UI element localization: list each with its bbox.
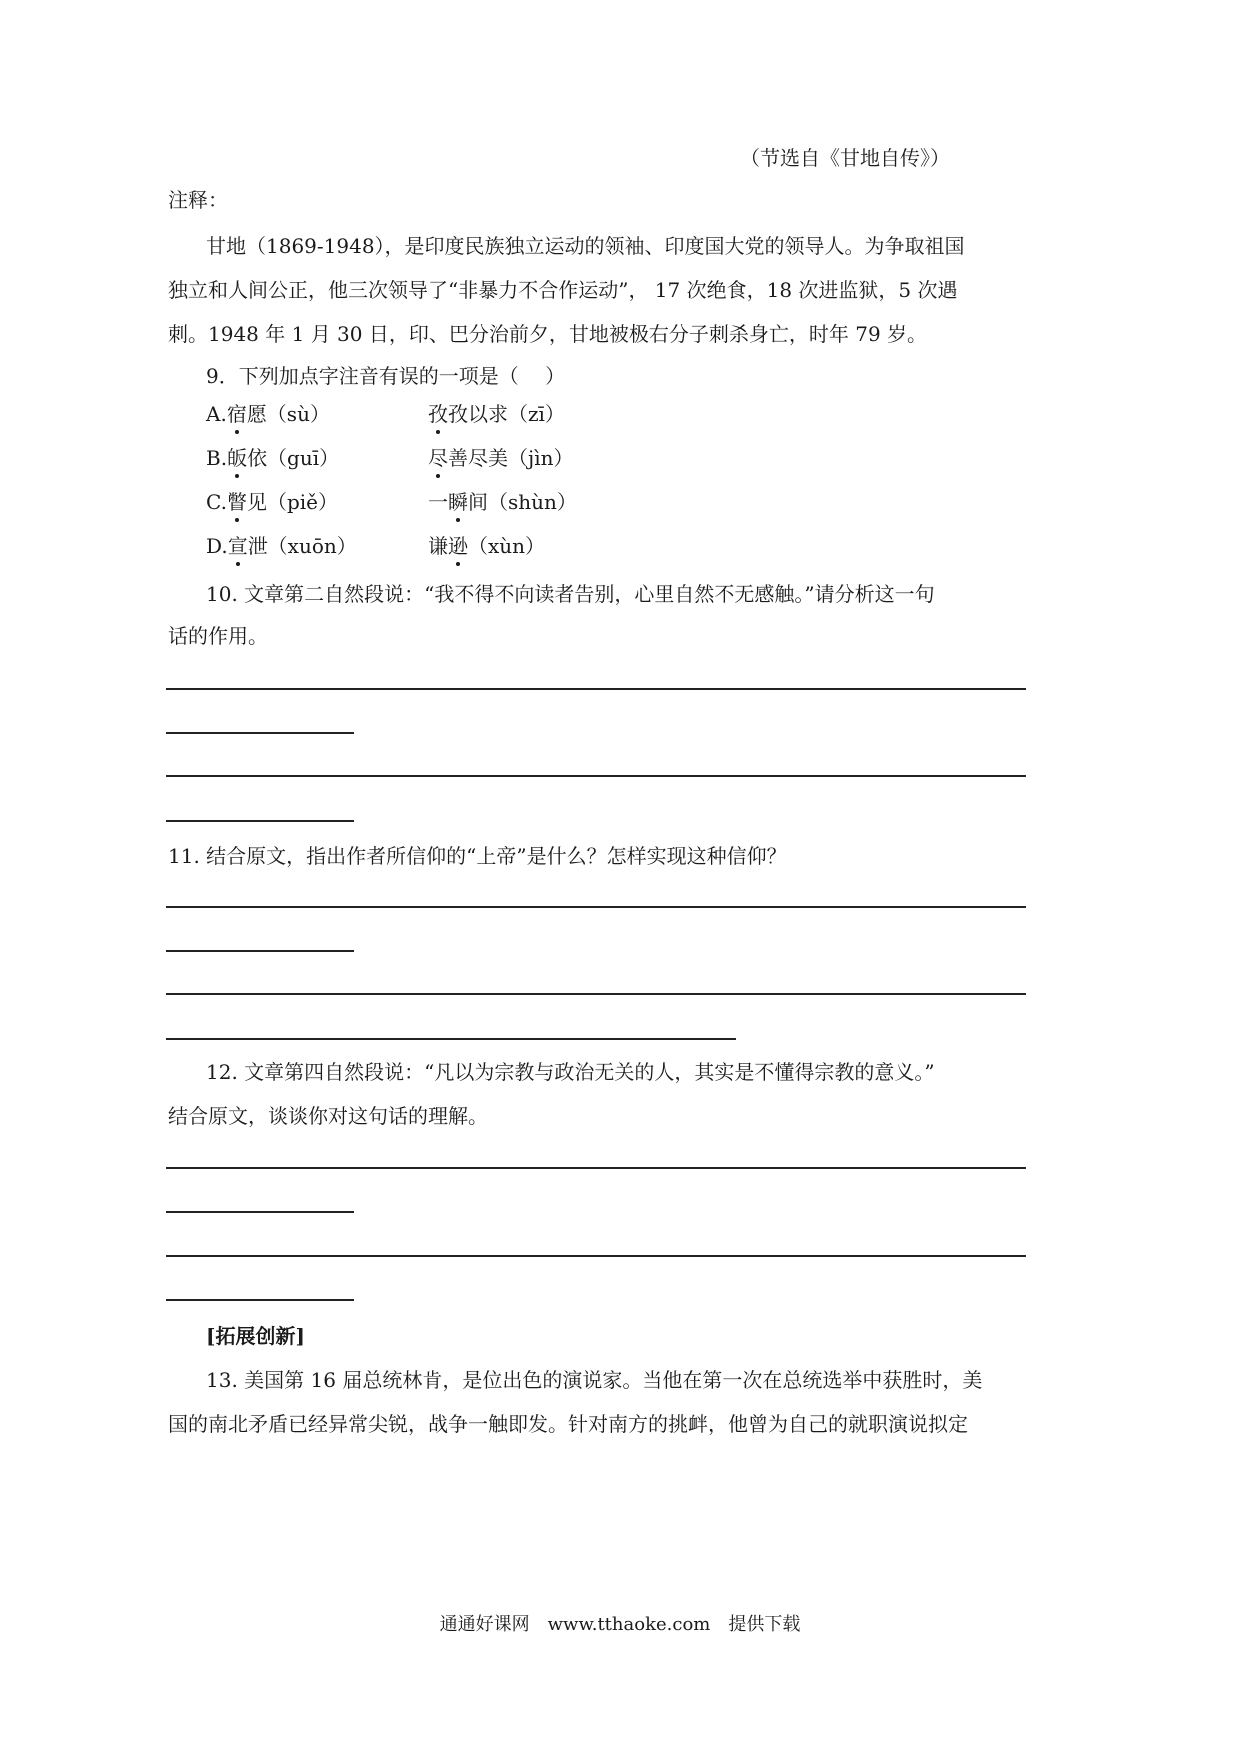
footer-credit: 通通好课网 www.tthaoke.com 提供下载 (439, 1614, 801, 1635)
dotted-char: 皈 (227, 446, 248, 470)
option-text: 间（shùn） (468, 490, 577, 514)
question-9-option-b (206, 444, 574, 472)
question-10-line-1: 10. 文章第二自然段说：“我不得不向读者告别，心里自然不无感触。”请分析这一句 (206, 582, 935, 606)
option-text: 一 (428, 490, 448, 514)
source-citation: （节选自《甘地自传》） (740, 146, 950, 170)
answer-line[interactable] (166, 950, 354, 952)
option-text: 善尽美（jìn） (448, 446, 574, 470)
answer-line[interactable] (166, 820, 354, 822)
answer-line[interactable] (166, 732, 354, 734)
notes-heading: 注释： (168, 188, 228, 212)
option-text: 见（piě） (246, 490, 338, 514)
question-9-option-c (206, 488, 577, 516)
question-12-line-1: 12. 文章第四自然段说：“凡以为宗教与政治无关的人，其实是不懂得宗教的意义。” (206, 1060, 935, 1084)
notes-line-2: 独立和人间公正，他三次领导了“非暴力不合作运动”， 17 次绝食，18 次进监狱，5 次遇 (168, 278, 958, 302)
option-label: B. (206, 446, 228, 470)
answer-line[interactable] (166, 906, 1026, 908)
answer-line[interactable] (166, 775, 1026, 777)
question-9-option-d (206, 532, 546, 560)
notes-line-1: 甘地（1869-1948），是印度民族独立运动的领袖、印度国大党的领导人。为争取祖国 (206, 234, 965, 258)
option-text: 孜以求（zī） (448, 402, 565, 426)
question-9-stem: 9．下列加点字注音有误的一项是（ ） (206, 364, 566, 388)
answer-line[interactable] (166, 1167, 1026, 1169)
dotted-char: 尽 (428, 446, 448, 470)
option-text: 泄（xuōn） (247, 534, 357, 558)
dotted-char: 瞬 (448, 490, 468, 514)
answer-line[interactable] (166, 1255, 1026, 1257)
question-11-line-1: 11. 结合原文，指出作者所信仰的“上帝”是什么？怎样实现这种信仰？ (168, 844, 787, 868)
section-heading: [拓展创新] (206, 1324, 305, 1348)
option-text: （xùn） (468, 534, 546, 558)
question-13-line-2: 国的南北矛盾已经异常尖锐，战争一触即发。针对南方的挑衅，他曾为自己的就职演说拟定 (168, 1412, 968, 1436)
dotted-char: 宿 (226, 402, 247, 426)
option-label: D. (206, 534, 228, 558)
answer-line[interactable] (166, 1211, 354, 1213)
answer-line[interactable] (166, 1038, 736, 1040)
answer-line[interactable] (166, 993, 1026, 995)
dotted-char: 瞥 (226, 490, 247, 514)
question-12-line-2: 结合原文，谈谈你对这句话的理解。 (168, 1104, 488, 1128)
answer-line[interactable] (166, 1299, 354, 1301)
option-label: A. (206, 402, 227, 426)
notes-line-3: 刺。1948 年 1 月 30 日，印、巴分治前夕，甘地被极右分子刺杀身亡，时年 79 岁。 (168, 322, 928, 346)
option-text: 谦 (428, 534, 448, 558)
dotted-char: 逊 (448, 534, 468, 558)
answer-line[interactable] (166, 688, 1026, 690)
question-13-line-1: 13. 美国第 16 届总统林肯，是位出色的演说家。当他在第一次在总统选举中获胜时，美 (206, 1368, 983, 1392)
dotted-char: 宣 (227, 534, 248, 558)
question-9-option-a (206, 400, 565, 428)
option-label: C. (206, 490, 227, 514)
option-text: 依（guī） (247, 446, 340, 470)
question-10-line-2: 话的作用。 (168, 624, 268, 648)
option-text: 愿（sù） (246, 402, 330, 426)
dotted-char: 孜 (428, 402, 448, 426)
